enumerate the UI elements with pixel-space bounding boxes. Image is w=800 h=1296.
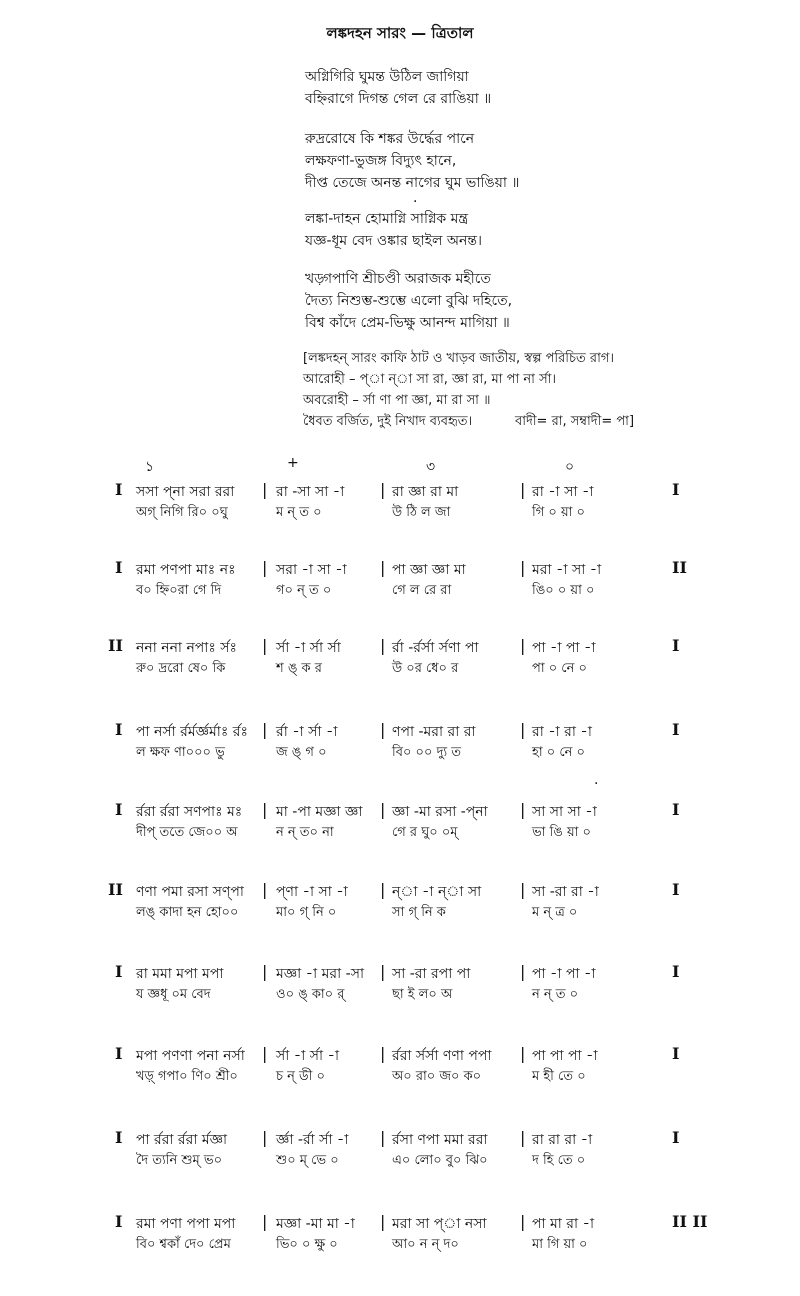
swara-vibhag: সরা -া সা -া [276,562,347,578]
lyric-vibhag: ন ন্‌ ত ০ [532,987,579,1002]
swara-vibhag: পা পা পা -া [532,1048,598,1064]
poem-line: খড়্গপাণি শ্রীচণ্ডী অরাজক মহীতে [305,271,491,287]
lyric-vibhag: পা ০ নে ০ [532,661,587,676]
lyric-vibhag: এ০ লো০ বু০ ঝি০ [392,1153,488,1168]
vibhag-divider: | [380,558,386,577]
end-barline: I [672,962,680,981]
lyric-vibhag: রু০ দ্ররো ষে০ কি [136,661,226,676]
swara-vibhag: জ্ঞা -মা রসা -প্‌না [392,804,488,820]
poem-line: লঙ্কা-দাহন হোমাগ্নি সাগ্নিক মন্ত্র [305,211,469,227]
vibhag-divider: | [262,480,268,499]
lyric-vibhag: ঙি০ ০ য়া ০ [532,583,595,598]
lyric-vibhag: উ ০র ধে০ র [392,661,459,676]
vibhag-divider: | [262,880,268,899]
vibhag-divider: | [380,480,386,499]
poem-line: বহ্নিরাগে দিগন্ত গেল রে রাঙিয়া ॥ [305,91,492,107]
lyric-vibhag: বি০ শ্বকাঁ দে০ প্রেম [136,1237,231,1252]
swara-vibhag: মরা সা প্‌া নসা [392,1216,487,1232]
swara-vibhag: মা -পা মজ্ঞা জ্ঞা [276,804,363,820]
lyric-vibhag: শু০ ম্‌ ভে ০ [276,1153,339,1168]
vibhag-divider: | [520,480,526,499]
raga-note: ধৈবত বর্জিত, দুই নিখাদ ব্যবহৃত। [303,414,473,429]
poem-line: অগ্নিগিরি ঘুমন্ত উঠিল জাগিয়া [305,69,469,85]
swara-vibhag: ণপা -মরা রা রা [392,724,476,740]
notation-row [0,480,800,534]
vibhag-divider: | [520,720,526,739]
end-barline: II [672,558,687,577]
end-barline: I [672,1044,680,1063]
vibhag-divider: | [520,800,526,819]
notation-row [0,880,800,934]
lyric-vibhag: ভি০ ০ ক্ষু ০ [276,1237,338,1252]
swara-vibhag: পা -া পা -া [532,966,596,982]
vibhag-divider: | [380,1128,386,1147]
swara-vibhag: রা -া রা -া [532,724,592,740]
swara-vibhag: র্সা -া র্সা র্সা [276,640,341,656]
poem-line: যজ্ঞ-ধূম বেদ ওঙ্কার ছাইল অনন্ত। [305,233,482,249]
start-barline: I [115,1128,123,1147]
swara-vibhag: ণণা পমা রসা সণ্‌পা [136,884,244,900]
notation-row [0,1128,800,1182]
swara-vibhag: র্জ্ঞা -র্রা র্সা -া [276,1132,349,1148]
swara-vibhag: রা মমা মপা মপা [136,966,224,982]
lyric-vibhag: দ হি তে ০ [532,1153,586,1168]
lyric-vibhag: ল ক্ষফ ণা০০০ ভু [136,745,225,760]
lyric-vibhag: গ০ ন্‌ ত ০ [276,583,332,598]
notation-row [0,558,800,612]
lyric-vibhag: ও০ ঙ্‌ কা০ র্‌ [276,987,345,1002]
lyric-vibhag: গি ০ য়া ০ [532,505,585,520]
stray-dot: · [413,194,418,210]
start-barline: I [115,1044,123,1063]
lyric-vibhag: ভা ঙি য়া ০ [532,825,591,840]
vibhag-divider: | [380,1212,386,1231]
swara-vibhag: মজ্ঞা -মা মা -া [276,1216,355,1232]
swara-vibhag: মরা -া সা -া [532,562,602,578]
lyric-vibhag: দীপ্‌ ততে জে০০ অ [136,825,238,840]
vibhag-divider: | [262,962,268,981]
notation-row [0,962,800,1016]
arohi: আরোহী – প্‌া ন্‌া সা রা, জ্ঞা রা, মা পা না র্সা। [303,372,557,387]
vibhag-divider: | [380,962,386,981]
end-barline: I [672,720,680,739]
raga-info [303,348,783,432]
poem-line: রুদ্ররোষে কি শঙ্কর উর্দ্ধের পানে [305,131,475,147]
lyric-vibhag: গে ল রে রা [392,583,452,598]
swara-vibhag: র্ররা র্ররা সণপাঃ মঃ [136,804,243,820]
vibhag-divider: | [380,720,386,739]
notation-row [0,1044,800,1098]
end-barline: I [672,800,680,819]
vibhag-divider: | [520,558,526,577]
vibhag-divider: | [262,720,268,739]
poem-line: দীপ্ত তেজে অনন্ত নাগের ঘুম ভাঙিয়া ॥ [305,175,520,191]
swara-vibhag: রমা পণা পপা মপা [136,1216,236,1232]
swara-vibhag: মজ্ঞা -া মরা -সা [276,966,365,982]
lyric-vibhag: সা গ্‌ নি ক [392,905,446,920]
start-barline: II [108,880,123,899]
notation-row [0,1212,800,1266]
swara-vibhag: রা -া সা -া [532,484,594,500]
lyric-vibhag: অগ্‌ নিগি রি০ ০ঘু [136,505,228,520]
poem-line: দৈত্য নিশুম্ভ-শুম্ভে এলো বুঝি দহিতে, [305,293,513,309]
start-barline: I [115,800,123,819]
swara-vibhag: মপা পণণা পনা নর্সা [136,1048,245,1064]
swara-vibhag: র্সা -া র্সা -া [276,1048,340,1064]
vadi-samvadi: বাদী= রা, সম্বাদী= পা] [515,414,635,429]
swara-vibhag: পা মা রা -া [532,1216,595,1232]
start-barline: I [115,720,123,739]
lyric-vibhag: দৈ ত্যনি শুম্‌ ভ০ [136,1153,223,1168]
beat-marker: ০ [565,459,575,475]
swara-vibhag: র্রসা ণপা মমা ররা [392,1132,488,1148]
end-barline: II II [672,1212,708,1231]
end-barline: I [672,636,680,655]
beat-marker: ৩ [426,459,436,475]
lyric-vibhag: বি০ ০০ দ্যু ত [392,745,462,760]
vibhag-divider: | [380,800,386,819]
end-barline: I [672,480,680,499]
abarohi: অবরোহী – র্সা ণা পা জ্ঞা, মা রা সা ॥ [303,393,491,408]
lyric-vibhag: অ০ রা০ জ০ ক০ [392,1069,482,1084]
beat-marker: + [287,455,299,471]
poem-stanza-2 [305,128,775,194]
vibhag-divider: | [262,1212,268,1231]
start-barline: I [115,1212,123,1231]
lyric-vibhag: লঙ্‌ কাদা হন হো০০ [136,905,239,920]
swara-vibhag: ননা ননা নপাঃ র্সঃ [136,640,237,656]
vibhag-divider: | [262,558,268,577]
lyric-vibhag: ন ন্‌ ত০ না [276,825,334,840]
swara-vibhag: সা -রা রপা পা [392,966,471,982]
beat-marker: ১ [145,459,155,475]
swara-vibhag: পা র্ররা র্ররা র্মজ্ঞা [136,1132,228,1148]
vibhag-divider: | [520,880,526,899]
lyric-vibhag: হা ০ নে ০ [532,745,585,760]
lyric-vibhag: মা গি য়া ০ [532,1237,588,1252]
lyric-vibhag: ম ন্‌ ত্র ০ [532,905,578,920]
vibhag-divider: | [262,1044,268,1063]
swara-vibhag: পা -া পা -া [532,640,596,656]
swara-vibhag: রা রা রা -া [532,1132,593,1148]
notation-row [0,636,800,690]
vibhag-divider: | [380,1044,386,1063]
lyric-vibhag: উ ঠি ল জা [392,505,451,520]
start-barline: I [115,480,123,499]
vibhag-divider: | [520,1128,526,1147]
swara-vibhag: সা -রা রা -া [532,884,599,900]
lyric-vibhag: শ ঙ্‌ ক র [276,661,322,676]
poem-line: বিশ্ব কাঁদে প্রেম-ভিক্ষু আনন্দ মাগিয়া ॥ [305,315,510,331]
start-barline: I [115,962,123,981]
swara-vibhag: র্ররা র্সর্সা ণণা পপা [392,1048,492,1064]
swara-vibhag: সা সা সা -া [532,804,597,820]
swara-vibhag: রমা পণপা মাঃ নঃ [136,562,236,578]
beat-markers [0,455,800,475]
vibhag-divider: | [380,636,386,655]
swara-vibhag: র্রা -র্রর্সা র্সণা পা [392,640,479,656]
raga-description: [লঙ্কদহন্ সারং কাফি ঠাট ও খাড়ব জাতীয়, স্বল্প পরিচিত রাগ। [303,351,615,366]
vibhag-divider: | [520,636,526,655]
swara-vibhag: ন্‌া -া ন্‌া সা [392,884,482,900]
song-title: লঙ্কদহন সারং — ত্রিতাল [326,24,474,42]
vibhag-divider: | [380,880,386,899]
notation-row [0,720,800,774]
vibhag-divider: | [262,1128,268,1147]
raga-note-line [303,411,783,432]
lyric-vibhag: খড়্‌ গপা০ ণি০ শ্রী০ [136,1069,238,1084]
start-barline: I [115,558,123,577]
lyric-vibhag: আ০ ন ন্‌ দ০ [392,1237,459,1252]
swara-vibhag: পা জ্ঞা জ্ঞা মা [392,562,466,578]
lyric-vibhag: মা০ গ্‌ নি ০ [276,905,337,920]
end-barline: I [672,1128,680,1147]
lyric-vibhag: য জ্ঞধূ ০ম বেদ [136,987,211,1002]
poem-line: লক্ষফণা-ভুজঙ্গ বিদ্যুৎ হানে, [305,153,457,169]
vibhag-divider: | [520,1044,526,1063]
vibhag-divider: | [520,962,526,981]
notation-row [0,800,800,854]
stray-dot: · [594,776,599,792]
swara-vibhag: রা -সা সা -া [276,484,345,500]
lyric-vibhag: ম হী তে ০ [532,1069,586,1084]
swara-vibhag: পা নর্সা র্রর্মর্জ্ঞর্মাঃ র্রঃ [136,724,248,740]
vibhag-divider: | [262,636,268,655]
end-barline: I [672,880,680,899]
swara-vibhag: র্রা -া র্সা -া [276,724,338,740]
lyric-vibhag: ছা ই ল০ অ [392,987,453,1002]
poem-stanza-4 [305,268,775,334]
start-barline: II [108,636,123,655]
lyric-vibhag: গে র ঘু০ ০ম্‌ [392,825,458,840]
swara-vibhag: প্‌ণা -া সা -া [276,884,348,900]
vibhag-divider: | [520,1212,526,1231]
lyric-vibhag: ব০ হ্নি০রা গে দি [136,583,222,598]
poem-stanza-3 [305,208,775,252]
vibhag-divider: | [262,800,268,819]
poem-stanza-1 [305,66,775,110]
swara-vibhag: রা জ্ঞা রা মা [392,484,459,500]
lyric-vibhag: জ ঙ্‌ গ ০ [276,745,327,760]
lyric-vibhag: চ ন্‌ ডী ০ [276,1069,325,1084]
swara-vibhag: সসা প্‌না সরা ররা [136,484,235,500]
lyric-vibhag: ম ন্‌ ত ০ [276,505,322,520]
